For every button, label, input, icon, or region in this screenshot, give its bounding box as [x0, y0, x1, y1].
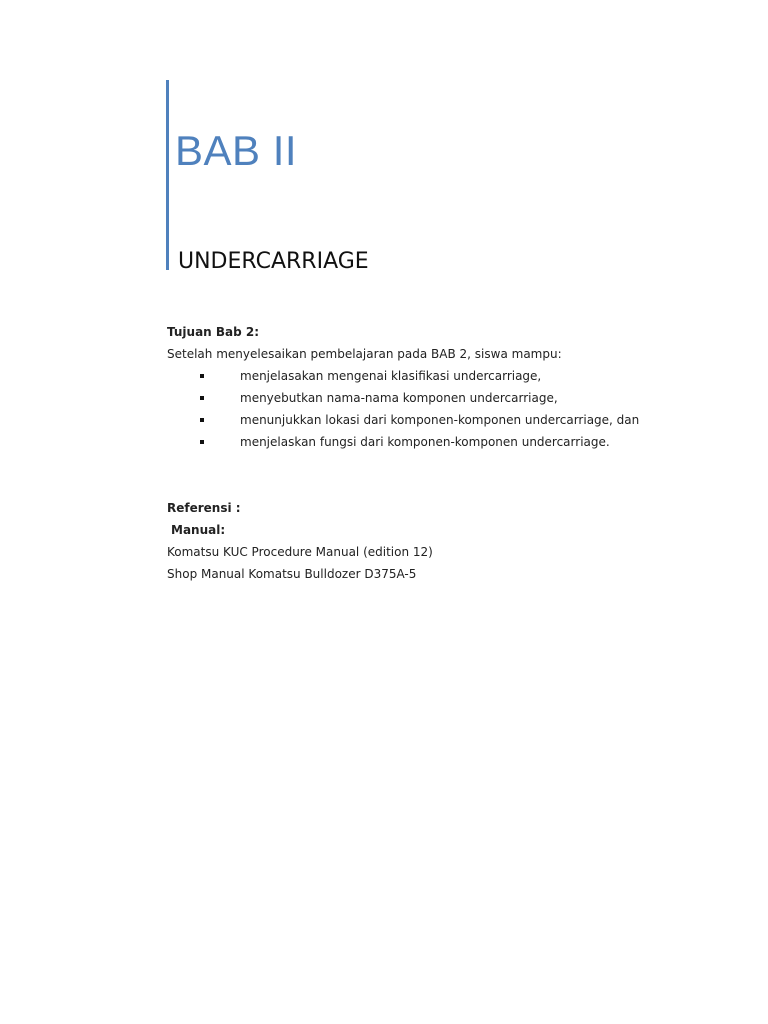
- objectives-heading: Tujuan Bab 2:: [167, 325, 260, 339]
- chapter-title: BAB II: [175, 127, 298, 174]
- objective-text: menyebutkan nama-nama komponen undercarriage,: [240, 391, 558, 405]
- objective-text: menunjukkan lokasi dari komponen-komponen undercarriage, dan: [240, 413, 640, 427]
- objective-text: menjelasakan mengenai klasifikasi undercarriage,: [240, 369, 542, 383]
- references-heading: Referensi :: [167, 501, 241, 515]
- reference-entry: Shop Manual Komatsu Bulldozer D375A-5: [167, 567, 417, 581]
- reference-entry: Komatsu KUC Procedure Manual (edition 12): [167, 545, 433, 559]
- manual-heading: Manual:: [171, 523, 226, 537]
- objectives-intro: Setelah menyelesaikan pembelajaran pada BAB 2, siswa mampu:: [167, 347, 562, 361]
- bullet-icon: [200, 374, 204, 378]
- objectives-section: [167, 321, 707, 453]
- references-section: [167, 497, 707, 585]
- objective-item: [167, 387, 707, 409]
- bullet-icon: [200, 396, 204, 400]
- bullet-icon: [200, 440, 204, 444]
- objectives-list: [167, 365, 707, 453]
- objective-item: [167, 365, 707, 387]
- objective-item: [167, 431, 707, 453]
- objective-text: menjelaskan fungsi dari komponen-komponen undercarriage.: [240, 435, 610, 449]
- chapter-subtitle: UNDERCARRIAGE: [178, 249, 369, 274]
- objective-item: [167, 409, 707, 431]
- bullet-icon: [200, 418, 204, 422]
- chapter-accent-bar: [166, 80, 169, 270]
